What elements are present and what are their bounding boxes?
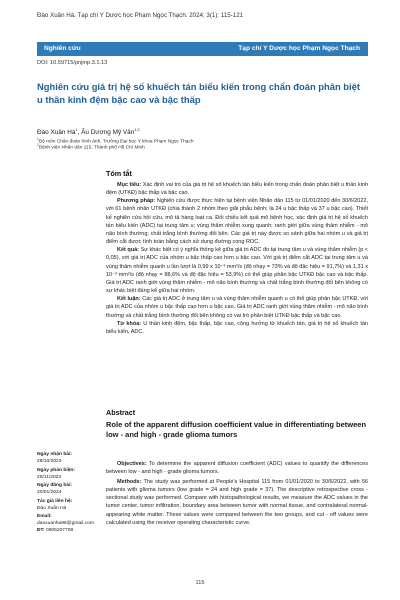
received-label: Ngày nhận bài: <box>37 452 73 457</box>
summary-body <box>106 181 368 336</box>
author-list: Đào Xuân $Hà^1$, Âu Dương Mỹ Vân$^{1,2}$ <box>37 128 140 137</box>
phone-label: ĐT: <box>37 528 45 533</box>
citation-line: Đào Xuân Hà. Tạp chí Y Dược học Phạm Ngọc Thạch. 2024; 3(1): 115-121 <box>37 12 244 19</box>
published-label: Ngày đăng bài: <box>37 483 73 488</box>
abstract-heading: Abstract <box>106 408 136 417</box>
published-date: 20/01/2024 <box>37 490 62 495</box>
phone-value: 0905207708 <box>45 528 74 533</box>
author-name: Âu Dương Mỹ Vân <box>81 129 135 137</box>
abstract-title: Role of the apparent diffusion coefficient value in differentiating between low - and high - grade glioma tumors <box>106 420 367 439</box>
email-line <box>37 513 101 527</box>
summary-keywords <box>106 320 368 336</box>
paragraph-text: The study was performed at People's Hospital 115 from 01/01/2020 to 30/6/2022, with 56 patients with glioma tumors (low grade = 24 and high grade = 37). The descriptive retrospective cross - sectional study was performed. Compare with histopathological results, we measure the ADC values in the tumor center, tumor infiltration, boundary area between tumor with normal tissue, and contralateral normal-appearing white matter. These values were compared between the two groups, and cut - off values were calculated using the receiver operating characteristic curve. <box>106 478 368 527</box>
summary-method <box>106 197 368 246</box>
author-affil-sup: 1,2 <box>134 128 140 132</box>
page-number: 115 <box>195 580 205 586</box>
journal-banner <box>37 42 368 56</box>
corresponding-author-name: Đào Xuân Hà <box>37 505 67 511</box>
paragraph-text: Sự khác biệt có ý nghĩa thống kê giữa giá trị ADC đo tại trung tâm u và vùng thâm nhiễm (p < 0,05), với giá trị ADC của nhóm u bậc thấp cao hơn u bậc cao. Với giá trị điểm cắt ADC tại trung tâm u và vùng thâm nhiễm quanh u lần lượt là 0,99 x 10⁻³ mm²/s (độ nhạy = 73% và độ đặc hiệu = 91,7%) và 1,31 x 10⁻³ mm²/s (độ nhạy = 88,6% và độ đặc hiệu = 53,9%) có thể giúp phân bậc UTKĐ bậc cao và bậc thấp. Giá trị ADC ranh giới vùng thâm nhiễm - mô não bình thường và chất trắng bình thường đối bên không có sự khác biệt đáng kể giữa hai nhóm. <box>106 247 369 295</box>
affiliation <box>37 143 145 151</box>
banner-section-label: Nghiên cứu <box>44 45 81 52</box>
email-label: Email: <box>37 514 52 519</box>
article-title: Nghiên cứu giá trị hệ số khuếch tán biểu kiến trong chẩn đoán phân biệt u thần kinh đệm bậc cao và bậc thấp <box>37 81 360 105</box>
phone-line <box>37 527 101 534</box>
paragraph-label: Từ khóa: <box>117 320 142 327</box>
paragraph-label: Mục tiêu: <box>117 182 142 188</box>
affiliation-sup: 2 <box>37 143 39 147</box>
abstract-body <box>106 460 368 528</box>
paragraph-label: Methods: <box>117 478 142 485</box>
author-affil-sup: 1 <box>75 128 78 132</box>
paragraph-text: U thần kinh đệm, bậc thấp, bậc cao, cộng hưởng từ khuếch tán, giá trị hệ số khuếch tán biểu kiến, ADC. <box>106 320 368 335</box>
affiliation-text: Bệnh viện Nhân dân 115, Thành phố Hồ Chí Minh <box>38 145 145 151</box>
email-link[interactable]: daoxuanha96@gmail.com <box>37 521 94 526</box>
reviewed-date: 29/11/2023 <box>37 474 62 480</box>
article-info-sidebar <box>37 451 101 534</box>
summary-heading: Tóm tắt <box>106 169 132 178</box>
author-name: Đào Xuân Hà <box>37 129 76 137</box>
paragraph-label: Kết luận: <box>117 296 141 303</box>
received-date: 28/10/2023 <box>37 459 62 464</box>
affiliation-text: Bộ môn Chẩn đoán hình ảnh, Trường Đại học Y khoa Phạm Ngọc Thạch <box>38 139 194 145</box>
paragraph-text: Nghiên cứu được thực hiện tại bệnh viện Nhân dân 115 từ 01/01/2020 đến 30/6/2022, với 61 bệnh nhân UTKĐ (chia thành 2 nhóm theo giải phẫu bệnh; là 24 u bậc thấp và 37 u bậc cao). Thiết kế nghiên cứu hồi cứu, mô tả hàng loạt ca. Đối chiếu kết quả mô bệnh học, xác định giá trị hệ số khuếch tán biểu kiến (ADC) tại trung tâm u; vùng thâm nhiễm xung quanh; ranh giới giữa vùng thâm nhiễm - mô não bình thường; chất trắng bình thường đối bên. Các giá trị này được so sánh giữa hai nhóm u và giá trị điểm cắt được tính toán bằng cách sử dụng đường cong ROC. <box>106 198 369 246</box>
banner-journal-name: Tạp chí Y Dược học Phạm Ngọc Thạch <box>238 45 360 52</box>
paragraph-text: Các giá trị ADC ở trung tâm u và vùng thâm nhiễm quanh u có thể giúp phân bậc UTKĐ, với giá trị ADC của nhóm u bậc thấp cao hơn u bậc cao. Giá trị ADC ranh giới vùng thâm nhiễm - mô não bình thường và chất trắng bình thường đối bên không có vai trò phân biệt UTKĐ bậc thấp và bậc cao. <box>106 296 368 319</box>
summary-result <box>106 246 368 295</box>
abstract-objectives <box>106 460 368 477</box>
doi-link[interactable]: DOI: 10.59715/pnjmp.3.1.13 <box>37 60 108 66</box>
abstract-methods <box>106 478 368 528</box>
corresponding-author-label: Tác giả liên hệ: <box>37 498 73 504</box>
paragraph-label: Kết quả: <box>117 247 140 254</box>
affiliation-sup: 1 <box>37 137 39 141</box>
summary-conclusion <box>106 295 368 319</box>
paragraph-label: Phương pháp: <box>117 198 156 205</box>
summary-objective <box>106 181 368 197</box>
paragraph-text: To determine the apparent diffusion coefficient (ADC) values to quantify the differences between low - and high - grade glioma tumors. <box>106 461 368 476</box>
reviewed-label: Ngày phản biện: <box>37 467 76 473</box>
paragraph-label: Objectives: <box>117 461 147 467</box>
paragraph-text: Xác định vai trò của giá trị hệ số khuếch tán biểu kiến trong chẩn đoán phân biệt u thần kinh đệm (UTKĐ) bậc thấp và bậc cao. <box>106 182 369 197</box>
